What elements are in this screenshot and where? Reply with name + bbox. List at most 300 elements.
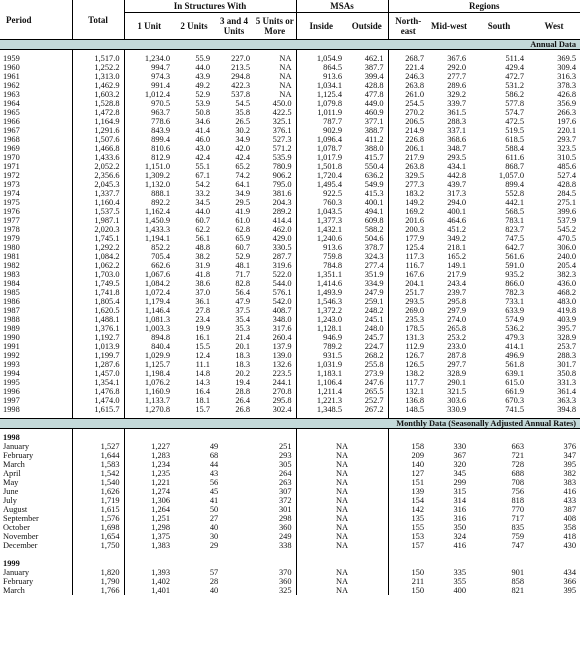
value-cell: 400.1 bbox=[364, 198, 384, 207]
value-cell: 1,234.0 bbox=[124, 54, 174, 63]
table-row bbox=[0, 451, 580, 460]
table-row bbox=[0, 207, 580, 216]
period-cell: 1979 bbox=[3, 234, 20, 243]
value-cell: 633.9 bbox=[505, 306, 525, 315]
value-cell: 1,466.8 bbox=[72, 144, 124, 153]
value-cell: 812.9 bbox=[124, 153, 174, 162]
value-cell: 571.2 bbox=[272, 144, 292, 153]
value-cell: 784.8 bbox=[296, 261, 346, 270]
value-cell: 485.6 bbox=[557, 162, 577, 171]
value-cell: 211 bbox=[388, 577, 428, 586]
column-header: 3 and 4 Units bbox=[214, 13, 254, 40]
value-cell: 35.4 bbox=[235, 315, 250, 324]
value-cell: 206.1 bbox=[388, 144, 428, 153]
value-cell: 16.1 bbox=[195, 333, 210, 342]
value-cell: 23.4 bbox=[195, 315, 210, 324]
value-cell: 31.9 bbox=[195, 261, 210, 270]
value-cell: 708 bbox=[511, 478, 525, 487]
value-cell: 245.1 bbox=[364, 315, 384, 324]
period-cell: 1977 bbox=[3, 216, 20, 225]
value-cell: 329.5 bbox=[388, 171, 428, 180]
value-cell: 62.2 bbox=[195, 225, 210, 234]
value-cell: 284.5 bbox=[557, 189, 577, 198]
value-cell: 1,745.1 bbox=[72, 234, 124, 243]
value-cell: 1,183.1 bbox=[296, 369, 346, 378]
value-cell: 299 bbox=[453, 478, 467, 487]
value-cell: 1,062.2 bbox=[72, 261, 124, 270]
value-cell: 315 bbox=[453, 487, 467, 496]
value-cell: 20.2 bbox=[235, 369, 250, 378]
value-cell: 213.5 bbox=[231, 63, 250, 72]
value-cell: 349.2 bbox=[447, 234, 467, 243]
value-cell: 372 bbox=[278, 496, 292, 505]
value-cell: 251 bbox=[278, 442, 292, 451]
value-cell: 1,462.9 bbox=[72, 81, 124, 90]
value-cell: 1,264 bbox=[124, 505, 174, 514]
period-cell: August bbox=[3, 505, 28, 514]
table-row bbox=[0, 99, 580, 108]
value-cell: 221.4 bbox=[388, 63, 428, 72]
value-cell: 305 bbox=[278, 460, 292, 469]
value-cell: 205.4 bbox=[557, 261, 577, 270]
value-cell: 45 bbox=[209, 487, 219, 496]
value-cell: 44 bbox=[209, 460, 219, 469]
value-cell: 388.0 bbox=[364, 144, 384, 153]
period-cell: 1994 bbox=[3, 369, 20, 378]
table-row bbox=[0, 126, 580, 135]
value-cell: 265.8 bbox=[447, 324, 467, 333]
value-cell: 126.5 bbox=[388, 360, 428, 369]
value-cell: 297.7 bbox=[447, 360, 467, 369]
value-cell: 132.1 bbox=[388, 387, 428, 396]
table-row bbox=[0, 351, 580, 360]
value-cell: 183.2 bbox=[388, 189, 428, 198]
value-cell: 1,375 bbox=[124, 532, 174, 541]
value-cell: 243.4 bbox=[447, 279, 467, 288]
value-cell: 167.6 bbox=[388, 270, 428, 279]
value-cell: 403.9 bbox=[557, 315, 577, 324]
value-cell: 1,546.3 bbox=[296, 297, 346, 306]
period-cell: 1968 bbox=[3, 135, 20, 144]
value-cell: 642.7 bbox=[505, 243, 525, 252]
value-cell: 577.8 bbox=[505, 99, 525, 108]
value-cell: 117.3 bbox=[388, 252, 428, 261]
value-cell: 994.7 bbox=[124, 63, 174, 72]
value-cell: 494.1 bbox=[364, 207, 384, 216]
value-cell: 49.2 bbox=[195, 81, 210, 90]
value-cell: 136.8 bbox=[388, 396, 428, 405]
value-cell: 483.0 bbox=[557, 297, 577, 306]
value-cell: 49 bbox=[209, 442, 219, 451]
value-cell: 899.4 bbox=[505, 180, 525, 189]
value-cell: 74.2 bbox=[235, 171, 250, 180]
value-cell: 356.9 bbox=[557, 99, 577, 108]
table-row bbox=[0, 378, 580, 387]
value-cell: 1,274 bbox=[124, 487, 174, 496]
value-cell: 61.0 bbox=[235, 216, 250, 225]
period-cell: 1964 bbox=[3, 99, 20, 108]
value-cell: 1,474.0 bbox=[72, 396, 124, 405]
value-cell: 1,235 bbox=[124, 469, 174, 478]
value-cell: 946.9 bbox=[296, 333, 346, 342]
value-cell: 46.0 bbox=[195, 135, 210, 144]
table-row bbox=[0, 108, 580, 117]
period-cell: 1986 bbox=[3, 297, 20, 306]
table-row bbox=[0, 63, 580, 72]
value-cell: 1,537.5 bbox=[72, 207, 124, 216]
value-cell: 1,501.8 bbox=[296, 162, 346, 171]
value-cell: 1,654 bbox=[72, 532, 124, 541]
value-cell: 1,043.5 bbox=[296, 207, 346, 216]
table-row bbox=[0, 72, 580, 81]
value-cell: 1,517.0 bbox=[72, 54, 124, 63]
period-cell: 1982 bbox=[3, 261, 20, 270]
value-cell: 338 bbox=[278, 541, 292, 550]
value-cell: 439.7 bbox=[447, 180, 467, 189]
value-cell: 57 bbox=[209, 568, 219, 577]
value-cell: 27.8 bbox=[195, 306, 210, 315]
value-cell: 1,372.2 bbox=[296, 306, 346, 315]
table-row bbox=[0, 333, 580, 342]
value-cell: 21.4 bbox=[235, 333, 250, 342]
value-cell: 65.9 bbox=[235, 234, 250, 243]
value-cell: NA bbox=[296, 568, 388, 577]
period-cell: 1981 bbox=[3, 252, 20, 261]
value-cell: 1,626 bbox=[72, 487, 124, 496]
value-cell: 330.9 bbox=[447, 405, 467, 414]
value-cell: 264 bbox=[278, 469, 292, 478]
value-cell: 1,031.9 bbox=[296, 360, 346, 369]
period-cell: 1984 bbox=[3, 279, 20, 288]
table-row bbox=[0, 324, 580, 333]
value-cell: 429.0 bbox=[272, 234, 292, 243]
value-cell: 269.0 bbox=[388, 306, 428, 315]
value-cell: 1,164.9 bbox=[72, 117, 124, 126]
regions-header: Regions bbox=[388, 0, 580, 13]
value-cell: 44.0 bbox=[195, 63, 210, 72]
value-cell: 293.7 bbox=[557, 135, 577, 144]
value-cell: 408.7 bbox=[272, 306, 292, 315]
value-cell: 414.1 bbox=[505, 342, 525, 351]
value-cell: 383 bbox=[563, 478, 577, 487]
period-cell: 1989 bbox=[3, 324, 20, 333]
value-cell: 41.8 bbox=[195, 270, 210, 279]
value-cell: 261.0 bbox=[388, 90, 428, 99]
value-cell: 244.1 bbox=[272, 378, 292, 387]
value-cell: 254.5 bbox=[388, 99, 428, 108]
period-header: Period bbox=[0, 0, 72, 40]
value-cell: 1,078.7 bbox=[296, 144, 346, 153]
value-cell: 317.3 bbox=[447, 189, 467, 198]
value-cell: 268.7 bbox=[388, 54, 428, 63]
value-cell: 415.3 bbox=[364, 189, 384, 198]
value-cell: 288.3 bbox=[447, 117, 467, 126]
value-cell: 11.1 bbox=[195, 360, 210, 369]
table-row bbox=[0, 396, 580, 405]
value-cell: 47.9 bbox=[235, 297, 250, 306]
value-cell: 1,133.7 bbox=[124, 396, 174, 405]
value-cell: 561.8 bbox=[505, 360, 525, 369]
value-cell: 1,234 bbox=[124, 460, 174, 469]
value-cell: 470.5 bbox=[557, 234, 577, 243]
value-cell: NA bbox=[296, 532, 388, 541]
period-cell: October bbox=[3, 523, 30, 532]
period-cell: 1971 bbox=[3, 162, 20, 171]
column-header: 1 Unit bbox=[124, 13, 174, 40]
value-cell: 415.7 bbox=[364, 153, 384, 162]
table-row bbox=[0, 505, 580, 514]
value-cell: 294.0 bbox=[447, 198, 467, 207]
value-cell: 316.3 bbox=[557, 72, 577, 81]
value-cell: 323.5 bbox=[557, 144, 577, 153]
column-header: Outside bbox=[346, 13, 388, 40]
value-cell: 618.5 bbox=[505, 135, 525, 144]
value-cell: NA bbox=[296, 451, 388, 460]
value-cell: 330.5 bbox=[272, 243, 292, 252]
value-cell: 1,221.3 bbox=[296, 396, 346, 405]
value-cell: 142 bbox=[388, 505, 428, 514]
value-cell: 472.7 bbox=[505, 72, 525, 81]
value-cell: 248.2 bbox=[364, 306, 384, 315]
value-cell: 34.9 bbox=[235, 189, 250, 198]
value-cell: 54.5 bbox=[235, 99, 250, 108]
value-cell: 670.3 bbox=[505, 396, 525, 405]
table-row bbox=[0, 189, 580, 198]
value-cell: 249 bbox=[278, 532, 292, 541]
value-cell: 661.9 bbox=[505, 387, 525, 396]
value-cell: 295.8 bbox=[272, 396, 292, 405]
value-cell: 292.0 bbox=[447, 63, 467, 72]
value-cell: 289.2 bbox=[272, 207, 292, 216]
value-cell: 303.6 bbox=[447, 396, 467, 405]
value-cell: NA bbox=[296, 496, 388, 505]
value-cell: 760.3 bbox=[296, 198, 346, 207]
value-cell: 28.8 bbox=[235, 387, 250, 396]
value-cell: 615.0 bbox=[505, 378, 525, 387]
value-cell: 1,013.9 bbox=[72, 342, 124, 351]
value-cell: 29.5 bbox=[235, 198, 250, 207]
value-cell: 778.6 bbox=[124, 117, 174, 126]
value-cell: 462.1 bbox=[364, 54, 384, 63]
period-cell: 1966 bbox=[3, 117, 20, 126]
table-row bbox=[0, 469, 580, 478]
table-row bbox=[0, 360, 580, 369]
value-cell: 688 bbox=[511, 469, 525, 478]
value-cell: 117.7 bbox=[388, 378, 428, 387]
value-cell: 42.0 bbox=[235, 144, 250, 153]
value-cell: 310.5 bbox=[557, 153, 577, 162]
value-cell: 263 bbox=[278, 478, 292, 487]
period-cell: January bbox=[3, 568, 30, 577]
value-cell: 368.6 bbox=[447, 135, 467, 144]
value-cell: 1,488.1 bbox=[72, 315, 124, 324]
value-cell: 15.7 bbox=[195, 405, 210, 414]
value-cell: 253.2 bbox=[447, 333, 467, 342]
value-cell: 263.8 bbox=[388, 162, 428, 171]
value-cell: 1,457.0 bbox=[72, 369, 124, 378]
value-cell: 770 bbox=[511, 505, 525, 514]
value-cell: NA bbox=[296, 487, 388, 496]
value-cell: 177.9 bbox=[388, 234, 428, 243]
value-cell: 419.8 bbox=[557, 306, 577, 315]
value-cell: 34.6 bbox=[195, 117, 210, 126]
value-cell: 1,194.1 bbox=[124, 234, 174, 243]
period-cell: February bbox=[3, 451, 34, 460]
value-cell: 1,620.5 bbox=[72, 306, 124, 315]
value-cell: 40 bbox=[209, 586, 219, 595]
value-cell: 1,987.1 bbox=[72, 216, 124, 225]
value-cell: 545.2 bbox=[557, 225, 577, 234]
table-row bbox=[0, 577, 580, 586]
value-cell: 360 bbox=[278, 577, 292, 586]
value-cell: 377.1 bbox=[364, 117, 384, 126]
table-row bbox=[0, 487, 580, 496]
value-cell: 15.5 bbox=[195, 342, 210, 351]
value-cell: 1,125.7 bbox=[124, 360, 174, 369]
value-cell: 1,199.7 bbox=[72, 351, 124, 360]
value-cell: 339.7 bbox=[447, 99, 467, 108]
value-cell: 1,750 bbox=[72, 541, 124, 550]
value-cell: 149.2 bbox=[388, 198, 428, 207]
table-row bbox=[0, 144, 580, 153]
value-cell: 787.7 bbox=[296, 117, 346, 126]
value-cell: NA bbox=[296, 460, 388, 469]
value-cell: 823.7 bbox=[505, 225, 525, 234]
value-cell: 818 bbox=[511, 496, 525, 505]
value-cell: 759.8 bbox=[296, 252, 346, 261]
period-cell: 1997 bbox=[3, 396, 20, 405]
value-cell: 434 bbox=[563, 568, 577, 577]
value-cell: 71.7 bbox=[235, 270, 250, 279]
value-cell: 44.0 bbox=[195, 207, 210, 216]
value-cell: 1,354.1 bbox=[72, 378, 124, 387]
value-cell: 433 bbox=[563, 496, 577, 505]
table-row bbox=[0, 297, 580, 306]
value-cell: 537.8 bbox=[231, 90, 250, 99]
value-cell: 468.2 bbox=[557, 288, 577, 297]
value-cell: 1,393 bbox=[124, 568, 174, 577]
value-cell: 741.5 bbox=[505, 405, 525, 414]
value-cell: 56.4 bbox=[235, 288, 250, 297]
value-cell: 395.7 bbox=[557, 324, 577, 333]
value-cell: 460.9 bbox=[364, 108, 384, 117]
table-row bbox=[0, 523, 580, 532]
value-cell: 206.5 bbox=[388, 117, 428, 126]
value-cell: 858 bbox=[511, 577, 525, 586]
value-cell: 41.4 bbox=[195, 126, 210, 135]
total-header: Total bbox=[72, 0, 124, 40]
year-label: 1998 bbox=[3, 433, 20, 442]
value-cell: 376.1 bbox=[272, 126, 292, 135]
value-cell: 34.5 bbox=[195, 198, 210, 207]
value-cell: NA bbox=[296, 541, 388, 550]
value-cell: 429.4 bbox=[505, 63, 525, 72]
value-cell: 756 bbox=[511, 487, 525, 496]
value-cell: 1,790 bbox=[72, 577, 124, 586]
period-cell: 1960 bbox=[3, 63, 20, 72]
value-cell: 1,081.3 bbox=[124, 315, 174, 324]
value-cell: NA bbox=[279, 90, 292, 99]
value-cell: 451.2 bbox=[447, 225, 467, 234]
value-cell: 260.4 bbox=[272, 333, 292, 342]
value-cell: 464.6 bbox=[447, 216, 467, 225]
value-cell: 41 bbox=[209, 496, 219, 505]
period-cell: 1991 bbox=[3, 342, 20, 351]
value-cell: 41.9 bbox=[235, 207, 250, 216]
value-cell: 48.8 bbox=[195, 243, 210, 252]
table-row bbox=[0, 541, 580, 550]
value-cell: 12.4 bbox=[195, 351, 210, 360]
value-cell: 295.8 bbox=[447, 297, 467, 306]
value-cell: 43.9 bbox=[195, 72, 210, 81]
value-cell: 717 bbox=[511, 514, 525, 523]
value-cell: 38.2 bbox=[195, 252, 210, 261]
value-cell: 1,698 bbox=[72, 523, 124, 532]
value-cell: 574.9 bbox=[505, 315, 525, 324]
value-cell: NA bbox=[296, 577, 388, 586]
value-cell: 395 bbox=[563, 460, 577, 469]
value-cell: 852.2 bbox=[124, 243, 174, 252]
value-cell: 1,306 bbox=[124, 496, 174, 505]
value-cell: 253.7 bbox=[557, 342, 577, 351]
column-header: North-east bbox=[388, 13, 428, 40]
value-cell: 220.1 bbox=[557, 126, 577, 135]
value-cell: 37.0 bbox=[195, 288, 210, 297]
value-cell: 1,476.8 bbox=[72, 387, 124, 396]
value-cell: 153 bbox=[388, 532, 428, 541]
column-header: 5 Units or More bbox=[254, 13, 296, 40]
value-cell: 835 bbox=[511, 523, 525, 532]
value-cell: 42.4 bbox=[195, 153, 210, 162]
column-header: South bbox=[470, 13, 528, 40]
value-cell: 34.9 bbox=[235, 135, 250, 144]
value-cell: 293.5 bbox=[447, 153, 467, 162]
value-cell: 335 bbox=[453, 568, 467, 577]
value-cell: 1,527 bbox=[72, 442, 124, 451]
value-cell: 1,766 bbox=[72, 586, 124, 595]
value-cell: 50 bbox=[209, 505, 219, 514]
value-cell: 381.6 bbox=[272, 189, 292, 198]
table-row bbox=[0, 586, 580, 595]
value-cell: 18.3 bbox=[235, 351, 250, 360]
value-cell: NA bbox=[279, 54, 292, 63]
value-cell: 2,020.3 bbox=[72, 225, 124, 234]
value-cell: 43 bbox=[209, 469, 219, 478]
value-cell: 320 bbox=[453, 460, 467, 469]
value-cell: 363.3 bbox=[557, 396, 577, 405]
value-cell: 913.6 bbox=[296, 72, 346, 81]
value-cell: 1,179.4 bbox=[124, 297, 174, 306]
value-cell: 165.2 bbox=[447, 252, 467, 261]
value-cell: 561.6 bbox=[505, 252, 525, 261]
value-cell: 267.2 bbox=[364, 405, 384, 414]
value-cell: 50.8 bbox=[195, 108, 210, 117]
value-cell: 149.1 bbox=[447, 261, 467, 270]
value-cell: 294.8 bbox=[231, 72, 250, 81]
period-cell: March bbox=[3, 460, 25, 469]
value-cell: 1,749.5 bbox=[72, 279, 124, 288]
table-row bbox=[0, 496, 580, 505]
value-cell: 1,292.2 bbox=[72, 243, 124, 252]
value-cell: 273.9 bbox=[364, 369, 384, 378]
period-cell: July bbox=[3, 496, 17, 505]
value-cell: 288.3 bbox=[557, 351, 577, 360]
table-row bbox=[0, 514, 580, 523]
value-cell: 450.0 bbox=[272, 99, 292, 108]
value-cell: 1,287.6 bbox=[72, 360, 124, 369]
value-cell: 537.9 bbox=[557, 216, 577, 225]
value-cell: 913.6 bbox=[296, 243, 346, 252]
